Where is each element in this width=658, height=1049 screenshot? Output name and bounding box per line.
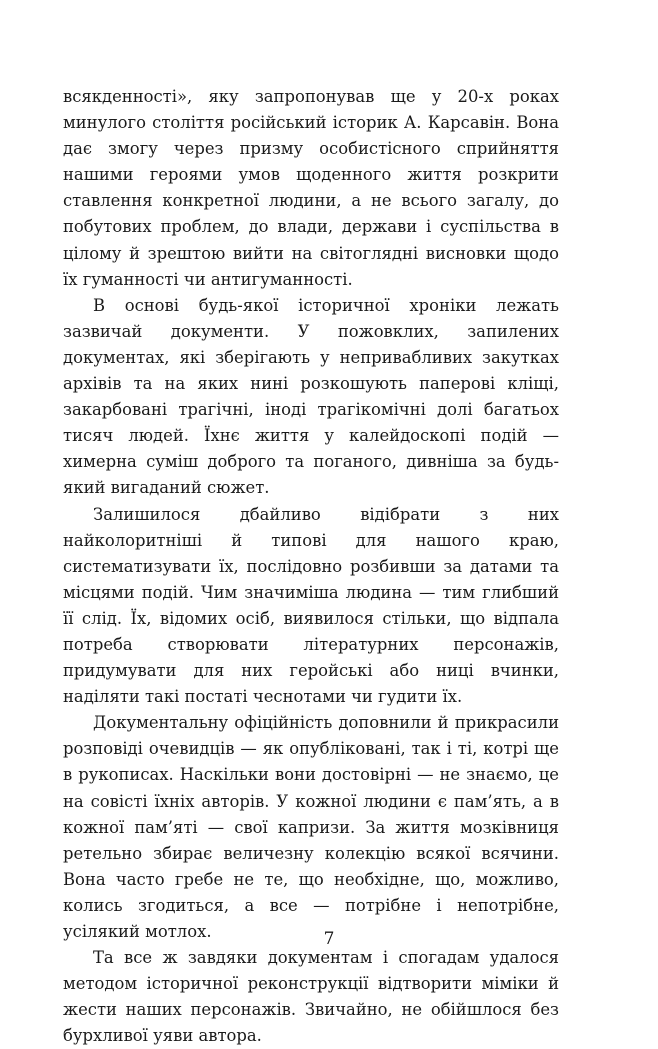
paragraph-continuation: всякденності», яку запропонував ще у 20-х роках минулого століття російський історик А. Карсавін. Вона дає змогу через призму особистісного сприйняття нашими героями умов щоденного життя розкрити ставлення конкретної людини, а не всього загалу, до побутових проблем, до влади, держави і суспільства в цілому й зрештою вийти на світоглядні висновки щодо їх гуманності чи антигуманності. (63, 87, 559, 289)
paragraph-selection: Залишилося дбайливо відібрати з них найколоритніші й типові для нашого краю, систематизувати їх, послідовно розбивши за датами та місцями подій. Чим значиміша людина — тим глибший її слід. Їх, відомих осіб, виявилося стільки, що відпала потреба створювати літературних персонажів, придумувати для них геройські або ниці вчинки, наділяти такі постаті чеснотами чи гудити їх. (63, 504, 559, 707)
body-text (63, 84, 559, 1049)
page-number: 7 (323, 929, 335, 949)
paragraph-documents: В основі будь-якої історичної хроніки лежать зазвичай документи. У пожовклих, запилених документах, які зберігають у непривабливих закутках архівів та на яких нині розкошують паперові кліщі, закарбовані трагічні, іноді трагікомічні долі багатьох тисяч людей. Їхнє життя у калейдоскопі подій — химерна суміш доброго та поганого, дивніша за будь-який вигаданий сюжет. (63, 295, 559, 498)
paragraph-eyewitness: Документальну офіційність доповнили й прикрасили розповіді очевидців — як опубліковані, так і ті, котрі ще в рукописах. Наскільки вони достовірні — не знаємо, це на совісті їхніх авторів. У кожної людини є пам’ять, а в кожної пам’яті — свої капризи. За життя мозківниця ретельно збирає величезну колекцію всякої всячини. Вона часто гребе не те, що необхідне, що, можливо, колись згодиться, а все — потрібне і непотрібне, усілякий мотлох. (63, 713, 559, 941)
paragraph-reconstruction: Та все ж завдяки документам і спогадам удалося методом історичної реконструкції відтворити міміки й жести наших персонажів. Звичайно, не обійшлося без бурхливої уяви автора. (63, 948, 559, 1046)
